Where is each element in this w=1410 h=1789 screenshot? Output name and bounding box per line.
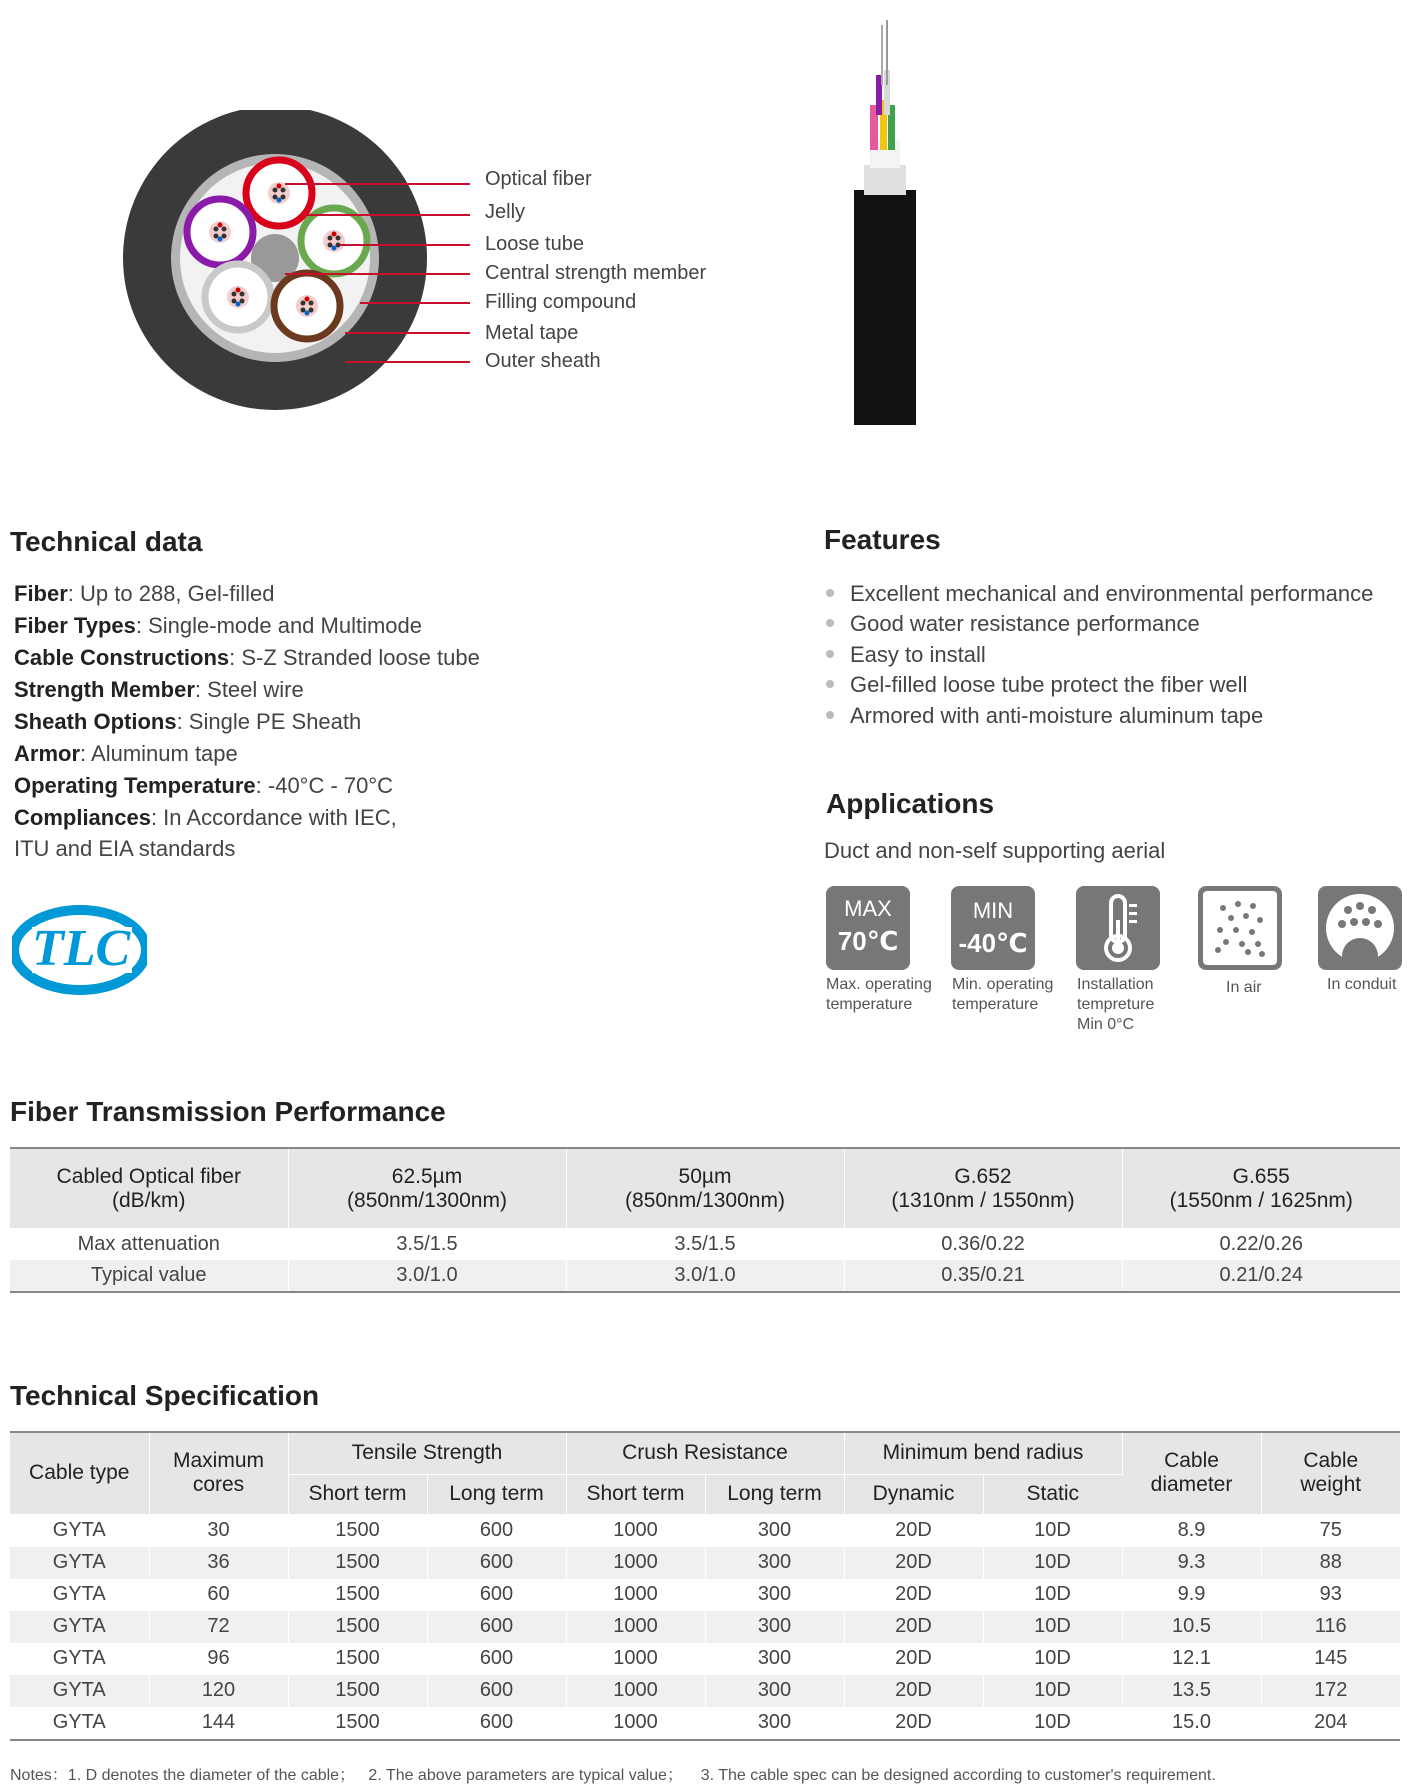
applications-title: Applications	[826, 788, 995, 819]
tech-data-sheath-options: Sheath Options: Single PE Sheath	[14, 709, 362, 734]
spec-header-row	[10, 1432, 1400, 1474]
header-cell: Cable weight	[1261, 1432, 1400, 1514]
cable-side-view-image	[840, 20, 930, 425]
table-cell: 300	[705, 1579, 844, 1611]
feature-item: Armored with anti-moisture aluminum tape	[824, 701, 1263, 731]
label-outer-sheath: Outer sheath	[485, 350, 601, 372]
table-cell: 1000	[566, 1579, 705, 1611]
leader-line	[360, 302, 470, 304]
table-cell: 145	[1314, 1647, 1348, 1669]
table-cell: 300	[705, 1514, 844, 1547]
table-row	[10, 1707, 1400, 1740]
table-cell: 300	[705, 1547, 844, 1579]
performance-title: Fiber Transmission Performance	[10, 1096, 446, 1127]
table-cell: 20D	[844, 1707, 983, 1740]
header-cell: G.655 (1550nm / 1625nm)	[1122, 1148, 1400, 1228]
table-cell: 116	[1261, 1611, 1400, 1643]
table-cell: 300	[705, 1707, 844, 1740]
table-cell: 600	[427, 1547, 566, 1579]
table-cell: 1000	[566, 1675, 705, 1707]
table-cell: 0.36/0.22	[844, 1228, 1122, 1260]
table-cell: Typical value	[10, 1260, 288, 1292]
table-cell: 3.5/1.5	[288, 1228, 566, 1260]
performance-header-row	[10, 1148, 1400, 1228]
table-cell: 93	[1319, 1583, 1342, 1605]
table-row	[10, 1579, 1400, 1611]
table-cell: 3.0/1.0	[566, 1260, 844, 1292]
table-row	[10, 1514, 1400, 1547]
table-cell: 120	[149, 1675, 288, 1707]
label-jelly: Jelly	[485, 201, 526, 223]
table-cell: 1500	[288, 1611, 427, 1643]
table-cell: 60	[149, 1579, 288, 1611]
table-cell: 600	[427, 1675, 566, 1707]
header-cell: Long term	[427, 1474, 566, 1514]
header-cell: Short term	[566, 1474, 705, 1514]
table-cell: Max attenuation	[10, 1228, 288, 1260]
table-cell: 10D	[983, 1579, 1122, 1611]
table-cell: 15.0	[1122, 1707, 1261, 1740]
label-filling-compound: Filling compound	[485, 291, 637, 313]
tech-data-cable-constructions: Cable Constructions: S-Z Stranded loose tube	[14, 645, 480, 670]
table-cell: 9.3	[1122, 1547, 1261, 1579]
applications-text: Duct and non-self supporting aerial	[824, 838, 1166, 863]
min-temp-caption: Min. operating temperature	[952, 976, 1054, 1013]
table-cell: 600	[427, 1579, 566, 1611]
table-cell: 10D	[983, 1547, 1122, 1579]
table-cell: 1000	[566, 1707, 705, 1740]
table-cell: 3.5/1.5	[566, 1228, 844, 1260]
table-cell: 10.5	[1122, 1611, 1261, 1643]
table-cell: 1500	[288, 1579, 427, 1611]
table-cell: 96	[149, 1643, 288, 1675]
table-cell: 10D	[983, 1707, 1122, 1740]
table-cell: 0.22/0.26	[1219, 1232, 1303, 1255]
header-cell: Cabled Optical fiber (dB/km)	[10, 1148, 288, 1228]
table-cell: GYTA	[10, 1707, 149, 1740]
table-cell: GYTA	[10, 1514, 149, 1547]
feature-item: Gel-filled loose tube protect the fiber well	[824, 670, 1247, 700]
table-cell: 8.9	[1122, 1514, 1261, 1547]
leader-line	[285, 273, 470, 275]
bullet-icon	[826, 619, 834, 627]
table-cell: 600	[427, 1707, 566, 1740]
cable-cross-section-diagram	[120, 110, 440, 430]
thermometer-icon	[1076, 886, 1160, 970]
table-cell: 600	[427, 1611, 566, 1643]
table-cell: 20D	[844, 1643, 983, 1675]
table-row	[10, 1611, 1400, 1643]
table-cell: 72	[149, 1611, 288, 1643]
min-temp-icon: MIN -40℃	[951, 886, 1035, 970]
tech-data-fiber-types: Fiber Types: Single-mode and Multimode	[14, 613, 423, 638]
leader-line	[340, 244, 470, 246]
header-cell: 50µm (850nm/1300nm)	[566, 1148, 844, 1228]
table-cell: 144	[149, 1707, 288, 1740]
in-air-caption: In air	[1226, 979, 1262, 996]
tech-data-fiber: Fiber: Up to 288, Gel-filled	[14, 581, 275, 606]
table-cell: 1000	[566, 1643, 705, 1675]
header-cell: Minimum bend radius	[844, 1432, 1122, 1474]
header-cell: Cable type	[10, 1432, 149, 1514]
table-cell: 1000	[566, 1611, 705, 1643]
feature-item: Good water resistance performance	[824, 609, 1200, 639]
table-cell: 172	[1261, 1675, 1400, 1707]
table-cell: 10D	[983, 1514, 1122, 1547]
features-title: Features	[824, 524, 941, 555]
spec-title: Technical Specification	[10, 1380, 320, 1411]
table-cell: 1500	[288, 1643, 427, 1675]
label-loose-tube: Loose tube	[485, 233, 584, 255]
table-cell: 13.5	[1122, 1675, 1261, 1707]
table-cell: 0.21/0.24	[1122, 1260, 1400, 1292]
table-cell: 3.0/1.0	[288, 1260, 566, 1292]
table-row	[10, 1675, 1400, 1707]
header-cell: Tensile Strength	[288, 1432, 566, 1474]
table-cell: 0.35/0.21	[844, 1260, 1122, 1292]
table-cell: 75	[1319, 1519, 1342, 1541]
installation-temp-caption: Installation tempreture Min 0°C	[1077, 976, 1155, 1033]
header-cell: Maximum cores	[149, 1432, 288, 1514]
tech-data-armor: Armor: Aluminum tape	[14, 741, 238, 766]
leader-line	[345, 332, 470, 334]
label-metal-tape: Metal tape	[485, 322, 579, 344]
table-cell: 600	[427, 1643, 566, 1675]
table-cell: 1500	[288, 1707, 427, 1740]
table-cell: 36	[149, 1547, 288, 1579]
header-cell: Short term	[288, 1474, 427, 1514]
feature-item: Excellent mechanical and environmental performance	[824, 579, 1373, 609]
table-row	[10, 1643, 1400, 1675]
table-cell: 20D	[844, 1579, 983, 1611]
bullet-icon	[826, 680, 834, 688]
header-cell: G.652 (1310nm / 1550nm)	[844, 1148, 1122, 1228]
header-cell: 62.5µm (850nm/1300nm)	[288, 1148, 566, 1228]
table-cell: 300	[705, 1643, 844, 1675]
header-cell: Long term	[705, 1474, 844, 1514]
table-cell: 1000	[566, 1547, 705, 1579]
header-cell: Crush Resistance	[566, 1432, 844, 1474]
table-cell: 20D	[844, 1514, 983, 1547]
table-cell: 1500	[288, 1547, 427, 1579]
performance-table	[10, 1147, 1400, 1293]
table-cell: 20D	[844, 1675, 983, 1707]
table-cell: GYTA	[10, 1579, 149, 1611]
leader-line	[300, 214, 470, 216]
tlc-logo-text: TLC	[32, 920, 131, 977]
bullet-icon	[826, 650, 834, 658]
table-cell: 88	[1261, 1547, 1400, 1579]
max-temp-caption: Max. operating temperature	[826, 976, 932, 1013]
tech-data-compliances-continued: ITU and EIA standards	[14, 836, 236, 861]
table-cell: 9.9	[1122, 1579, 1261, 1611]
table-cell: GYTA	[10, 1643, 149, 1675]
label-optical-fiber: Optical fiber	[485, 168, 592, 190]
table-cell: 1500	[288, 1675, 427, 1707]
feature-item: Easy to install	[824, 640, 986, 670]
tech-data-strength-member: Strength Member: Steel wire	[14, 677, 304, 702]
table-cell: 1000	[566, 1514, 705, 1547]
table-cell: 30	[149, 1514, 288, 1547]
table-cell: 204	[1314, 1711, 1348, 1733]
table-cell: 300	[705, 1675, 844, 1707]
table-cell: 10D	[983, 1675, 1122, 1707]
table-cell: 300	[705, 1611, 844, 1643]
leader-line	[345, 361, 470, 363]
header-cell: Static	[983, 1474, 1122, 1514]
table-cell: GYTA	[10, 1675, 149, 1707]
table-cell: GYTA	[10, 1611, 149, 1643]
table-cell: 600	[427, 1514, 566, 1547]
leader-line	[285, 183, 470, 185]
tlc-logo	[12, 905, 147, 995]
table-row	[10, 1547, 1400, 1579]
table-cell: GYTA	[10, 1547, 149, 1579]
table-cell: 20D	[844, 1611, 983, 1643]
bullet-icon	[826, 711, 834, 719]
table-row	[10, 1228, 1400, 1260]
tech-data-operating-temperature: Operating Temperature: -40°C - 70°C	[14, 773, 394, 798]
notes: Notes：1. D denotes the diameter of the cable； 2. The above parameters are typical value； 3. The cable spec can be designed according to customer's requirement.	[10, 1767, 1216, 1784]
in-conduit-caption: In conduit	[1327, 976, 1397, 993]
technical-data-title: Technical data	[10, 526, 203, 557]
table-cell: 10D	[983, 1611, 1122, 1643]
spec-table	[10, 1431, 1400, 1741]
table-cell: 20D	[844, 1547, 983, 1579]
bullet-icon	[826, 589, 834, 597]
table-cell: 12.1	[1122, 1643, 1261, 1675]
in-conduit-icon	[1318, 886, 1402, 970]
tech-data-compliances: Compliances: In Accordance with IEC,	[14, 805, 397, 830]
header-cell: Cable diameter	[1122, 1432, 1261, 1514]
table-row	[10, 1260, 1400, 1292]
in-air-icon	[1198, 886, 1282, 970]
table-cell: 1500	[288, 1514, 427, 1547]
header-cell: Dynamic	[844, 1474, 983, 1514]
max-temp-icon: MAX 70℃	[826, 886, 910, 970]
table-cell: 10D	[983, 1643, 1122, 1675]
label-central-strength-member: Central strength member	[485, 262, 707, 284]
